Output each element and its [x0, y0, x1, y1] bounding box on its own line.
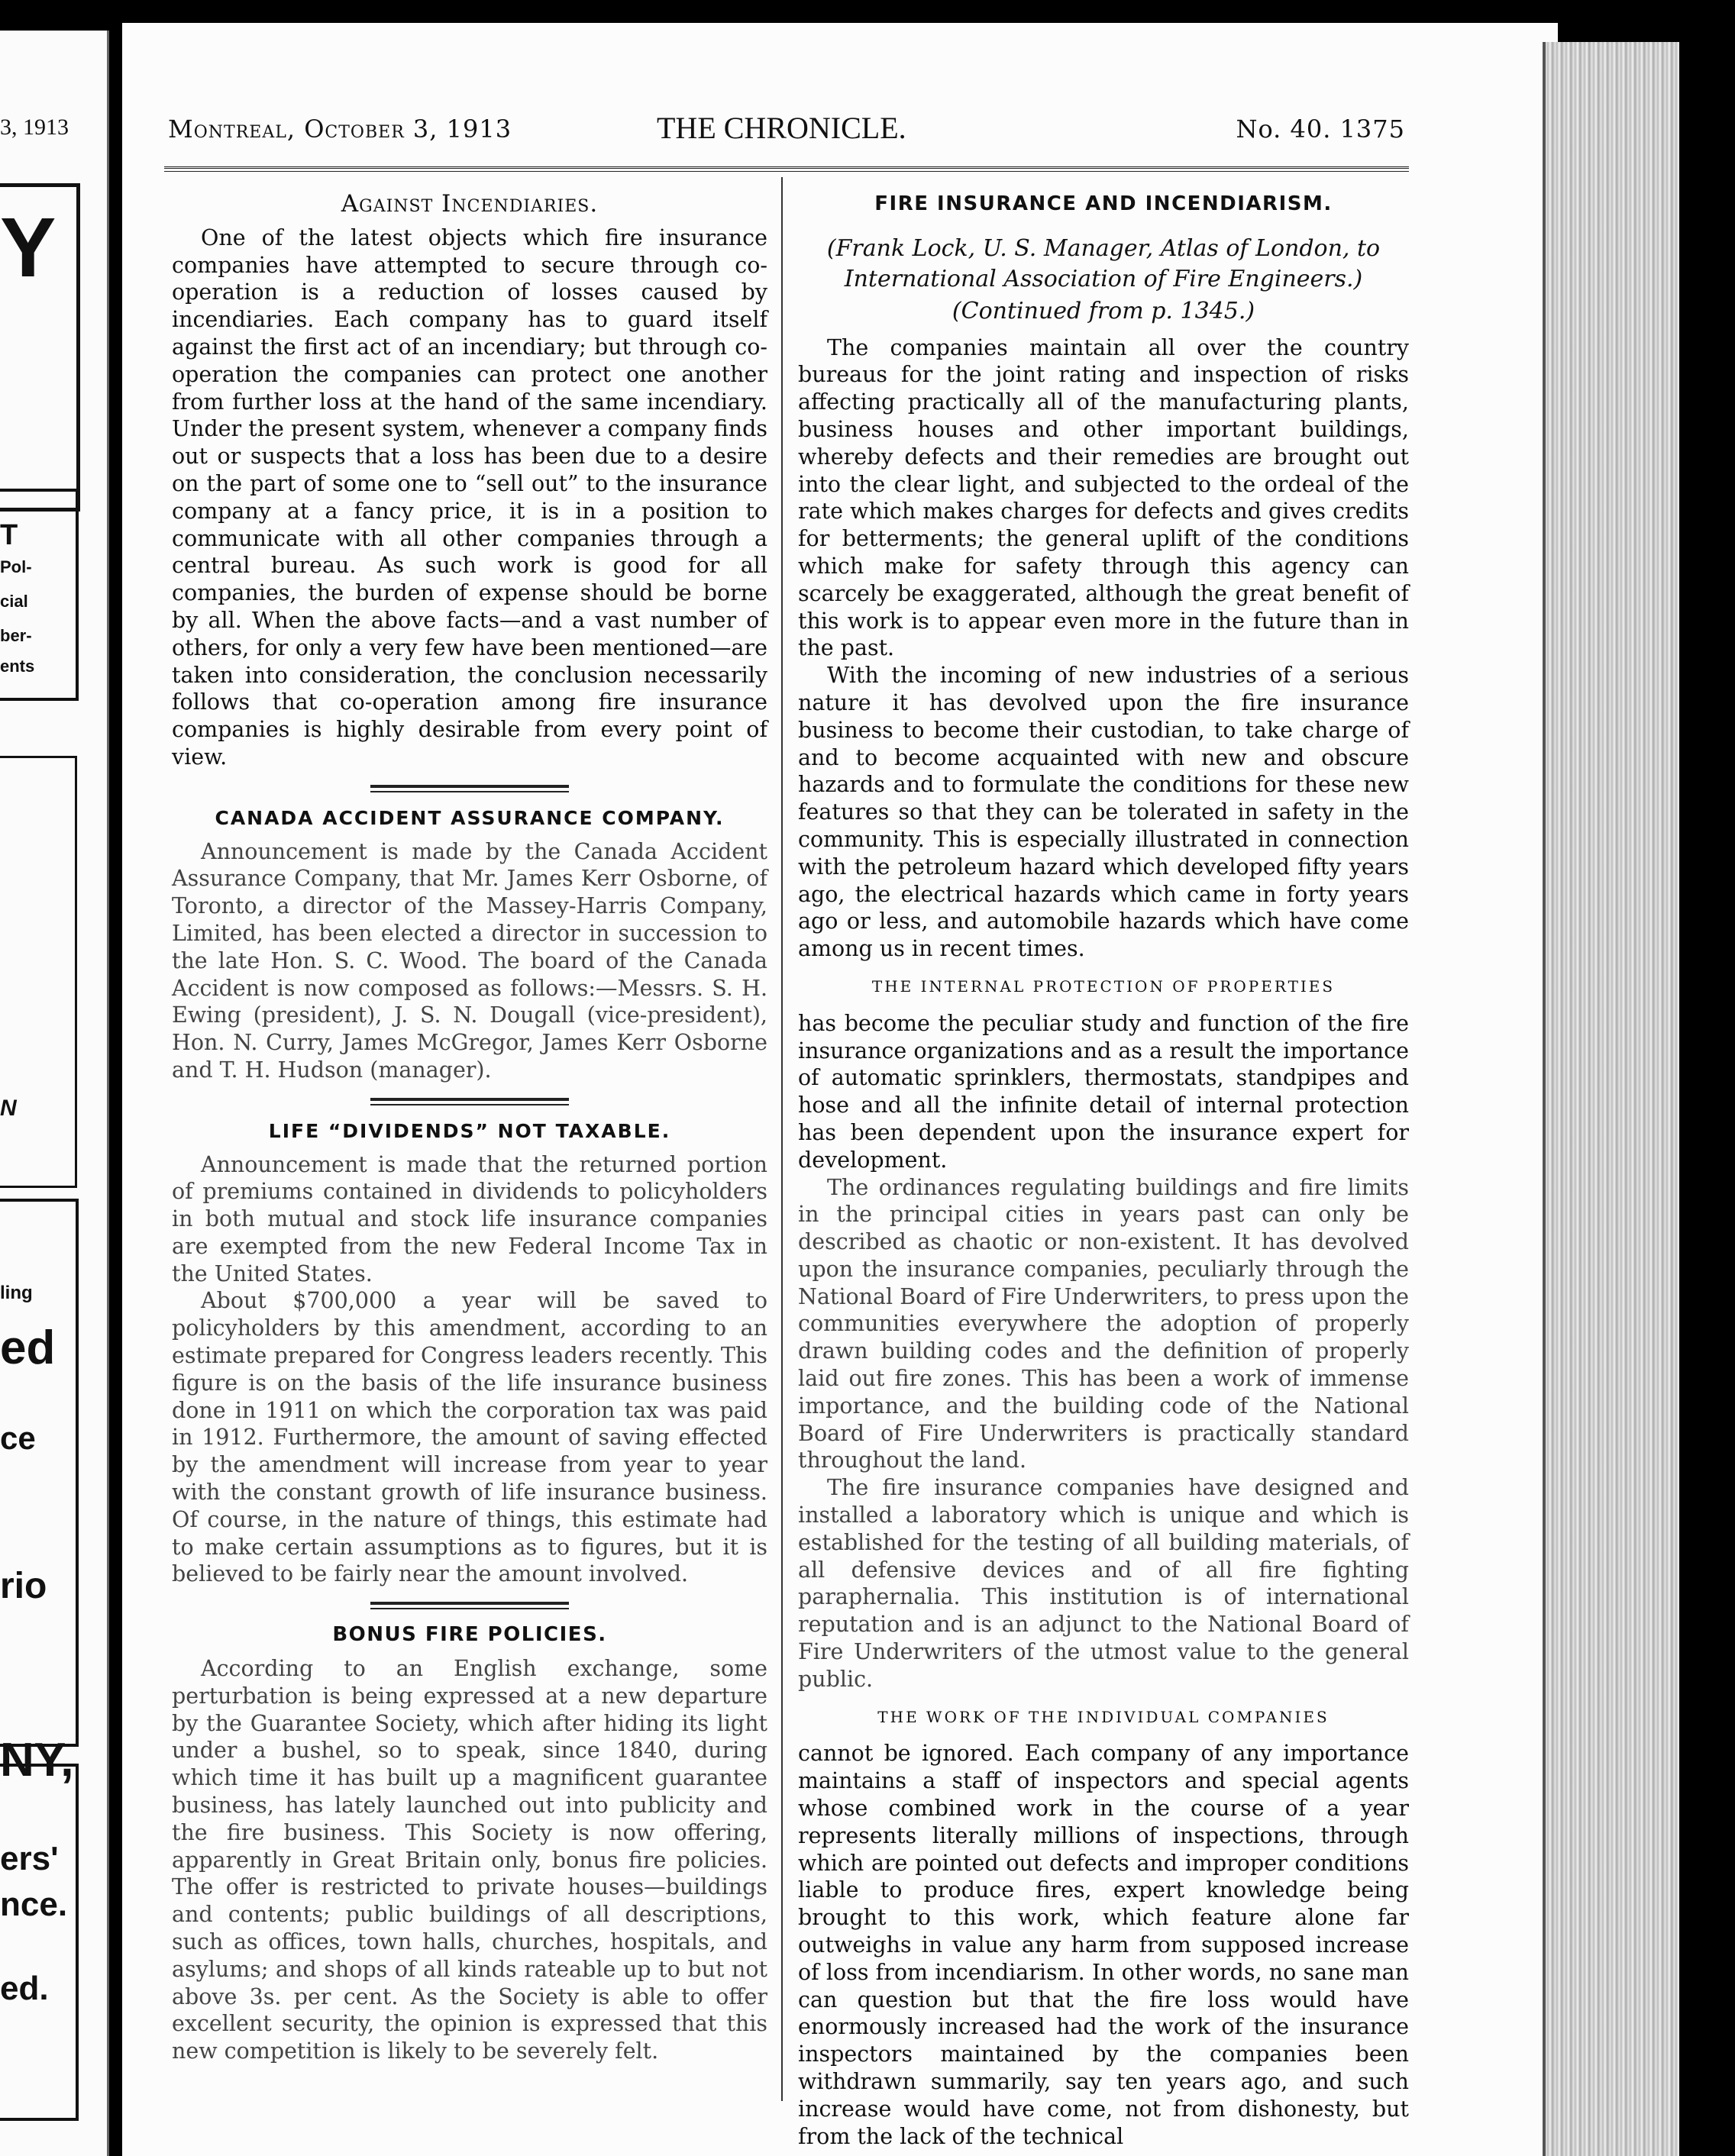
- header-rule: [164, 166, 1409, 172]
- article-paragraph: With the incoming of new industries of a serious nature it has devolved upon the fire insurance business to become their custodian, to take charge of and to become acquainted with new and obscure hazards and to formulate the conditions for these new features so that they can be tolerated in safety in the community. This is especially illustrated in connection with the petroleum hazard which developed fifty years ago, the electrical hazards which came in forty years ago or less, and automobile hazards which have come among us in recent times.: [798, 663, 1409, 962]
- left-page-ad-box: [0, 756, 77, 1188]
- article-title-bonus-fire: BONUS FIRE POLICIES.: [332, 1623, 607, 1647]
- left-page-fragment: cial: [0, 592, 28, 611]
- article-paragraph: The ordinances regulating buildings and fire limits in the principal cities in years past can only be described as chaotic or non-existent. It has devolved upon the insurance companies, peculiarly through the National Board of Fire Underwriters, to press upon the communities everywhere the adoption of properly drawn building codes and the definition of properly laid out fire zones. This has been a work of immense importance, and the building code of the National Board of Fire Underwriters is practically standard throughout the land.: [798, 1174, 1409, 1473]
- left-page-fragment: ed.: [0, 1970, 49, 2007]
- article-paragraph: The companies maintain all over the country bureaus for the joint rating and inspection of risks affecting practically all of the manufacturing plants, business houses and other important buildings, whereby defects and their remedies are brought out into the clear light, and subjected to the ordeal of the rate which makes charges for defects and gives credits for betterments; the general uplift of the conditions which make for safety through this agency can scarcely be exaggerated, although the great benefit of this work is to appear even more in the future than in the past.: [798, 334, 1409, 661]
- article-body: One of the latest objects which fire insurance companies have attempted to secure through co-operation is a reduction of losses caused by incendiaries. Each company has to guard itself against the first act of an incendiary; but through co-operation the companies can protect one another from further loss at the hand of the same incendiary. Under the present system, whenever a company finds out or suspects that a loss has been due to a desire on the part of some one to “sell out” to the insurance company at a fancy price, it is in a position to communicate with all other companies through a central bureau. As such work is good for all companies, the burden of expense should be borne by all. When the above facts—and a vast number of others, for only a very few have been mentioned—are taken into consideration, the conclusion necessarily follows that co-operation among fire insurance companies is highly desirable from every point of view.: [172, 224, 767, 770]
- left-page-fragment: NY,: [0, 1734, 74, 1786]
- left-page-fragment: Y: [0, 201, 57, 295]
- article-title-incendiaries: Against Incendiaries.: [341, 190, 599, 218]
- right-column: [798, 183, 1409, 2150]
- left-page-fragment: rio: [0, 1566, 47, 1606]
- article-body: Announcement is made by the Canada Accident Assurance Company, that Mr. James Kerr Osborne, of Toronto, a director of the Massey-Harris Company, Limited, has been elected a director in succession to the late Hon. S. C. Wood. The board of the Canada Accident is now composed as follows:—Messrs. S. H. Ewing (president), J. S. N. Dougall (vice-president), Hon. N. Curry, James McGregor, James Kerr Osborne and T. H. Hudson (manager).: [172, 838, 767, 1083]
- header-date-line: Montreal, October 3, 1913: [168, 115, 512, 144]
- left-page-fragment: N: [0, 1096, 17, 1121]
- article-title-fire-incendiarism: FIRE INSURANCE AND INCENDIARISM.: [874, 192, 1333, 215]
- article-paragraph: Announcement is made that the returned portion of premiums contained in dividends to policyholders in both mutual and stock life insurance companies are exempted from the new Federal Income Tax in the United States.: [172, 1151, 767, 1286]
- left-page-ad-box: [0, 1764, 79, 2121]
- left-page-ad-box: [0, 1199, 79, 1747]
- section-separator: [370, 785, 569, 792]
- continued-note: (Continued from p. 1345.): [952, 297, 1255, 324]
- section-separator: [370, 1098, 569, 1105]
- section-separator: [370, 1602, 569, 1609]
- left-page-fragment: Pol-: [0, 557, 32, 576]
- article-paragraph: The fire insurance companies have designed and installed a laboratory which is unique and which is established for the testing of all building materials, of all defensive devices and of all fire fighting paraphernalia. This institution is of international reputation and is an adjunct to the National Board of Fire Underwriters of the utmost value to the general public.: [798, 1475, 1409, 1692]
- previous-page-strip: [0, 31, 109, 2156]
- left-column: [172, 183, 767, 2065]
- column-divider: [781, 177, 783, 2101]
- left-page-fragment: ents: [0, 657, 35, 676]
- left-page-fragment: ling: [0, 1283, 33, 1303]
- left-page-fragment: ers': [0, 1840, 59, 1877]
- publication-title: THE CHRONICLE.: [657, 111, 906, 145]
- article-paragraph: has become the peculiar study and function of the fire insurance organizations and as a result the importance of automatic sprinklers, thermostats, standpipes and hose and all the infinite detail of internal protection has been dependent upon the insurance expert for development.: [798, 1010, 1409, 1173]
- left-page-fragment: ce: [0, 1420, 36, 1456]
- left-page-fragment: T: [0, 519, 18, 551]
- left-page-fragment: ber-: [0, 626, 32, 645]
- left-page-fragment: ed: [0, 1322, 56, 1374]
- article-paragraph: About $700,000 a year will be saved to policyholders by this amendment, according to an estimate prepared for Congress leaders recently. This figure is on the basis of the life insurance business done in 1911 on which the corporation tax was paid in 1912. Furthermore, the amount of saving effected by the amendment will increase from year to year with the constant growth of life insurance business. Of course, in the nature of things, this estimate had to make certain assumptions as to figures, but it is believed to be fairly near the amount involved.: [172, 1288, 767, 1587]
- article-paragraph: cannot be ignored. Each company of any importance maintains a staff of inspectors and special agents whose combined work in the course of a year represents literally millions of inspections, through which are pointed out defects and improper conditions liable to produce fires, expert knowledge being brought to this work, which feature alone far outweighs in value any harm from supposed increase of loss from incendiarism. In other words, no sane man can question but that the fire loss would have enormously increased had the work of the insurance inspectors maintained by the companies been withdrawn summarily, say ten years ago, and such increase would have come, not from dishonesty, but from the lack of the technical: [798, 1741, 1409, 2149]
- article-title-life-dividends: LIFE “DIVIDENDS” NOT TAXABLE.: [268, 1119, 671, 1142]
- left-page-date-fragment: 3, 1913: [0, 115, 69, 140]
- book-page-edges: [1543, 42, 1679, 2156]
- article-title-canada-accident: CANADA ACCIDENT ASSURANCE COMPANY.: [215, 806, 725, 829]
- section-subhead: THE INTERNAL PROTECTION OF PROPERTIES: [871, 976, 1336, 996]
- running-header: [168, 111, 1405, 153]
- issue-page-number: No. 40. 1375: [1236, 115, 1405, 144]
- article-byline: (Frank Lock, U. S. Manager, Atlas of London, to International Association of Fire Engineers.): [826, 234, 1381, 292]
- section-subhead: THE WORK OF THE INDIVIDUAL COMPANIES: [877, 1707, 1330, 1726]
- article-body: According to an English exchange, some perturbation is being expressed at a new departure by the Guarantee Society, which after hiding its light under a bushel, so to speak, since 1840, during which time it has built up a magnificent guarantee business, has lately launched out into publicity and the fire business. This Society is now offering, apparently in Great Britain only, bonus fire policies. The offer is restricted to private houses—buildings and contents; public buildings of all descriptions, such as offices, town halls, churches, hospitals, and asylums; and shops of all kinds rateable up to but not above 3s. per cent. As the Society is able to offer excellent security, the opinion is expressed that this new competition is likely to be severely felt.: [172, 1656, 767, 2064]
- left-page-fragment: nce.: [0, 1886, 68, 1923]
